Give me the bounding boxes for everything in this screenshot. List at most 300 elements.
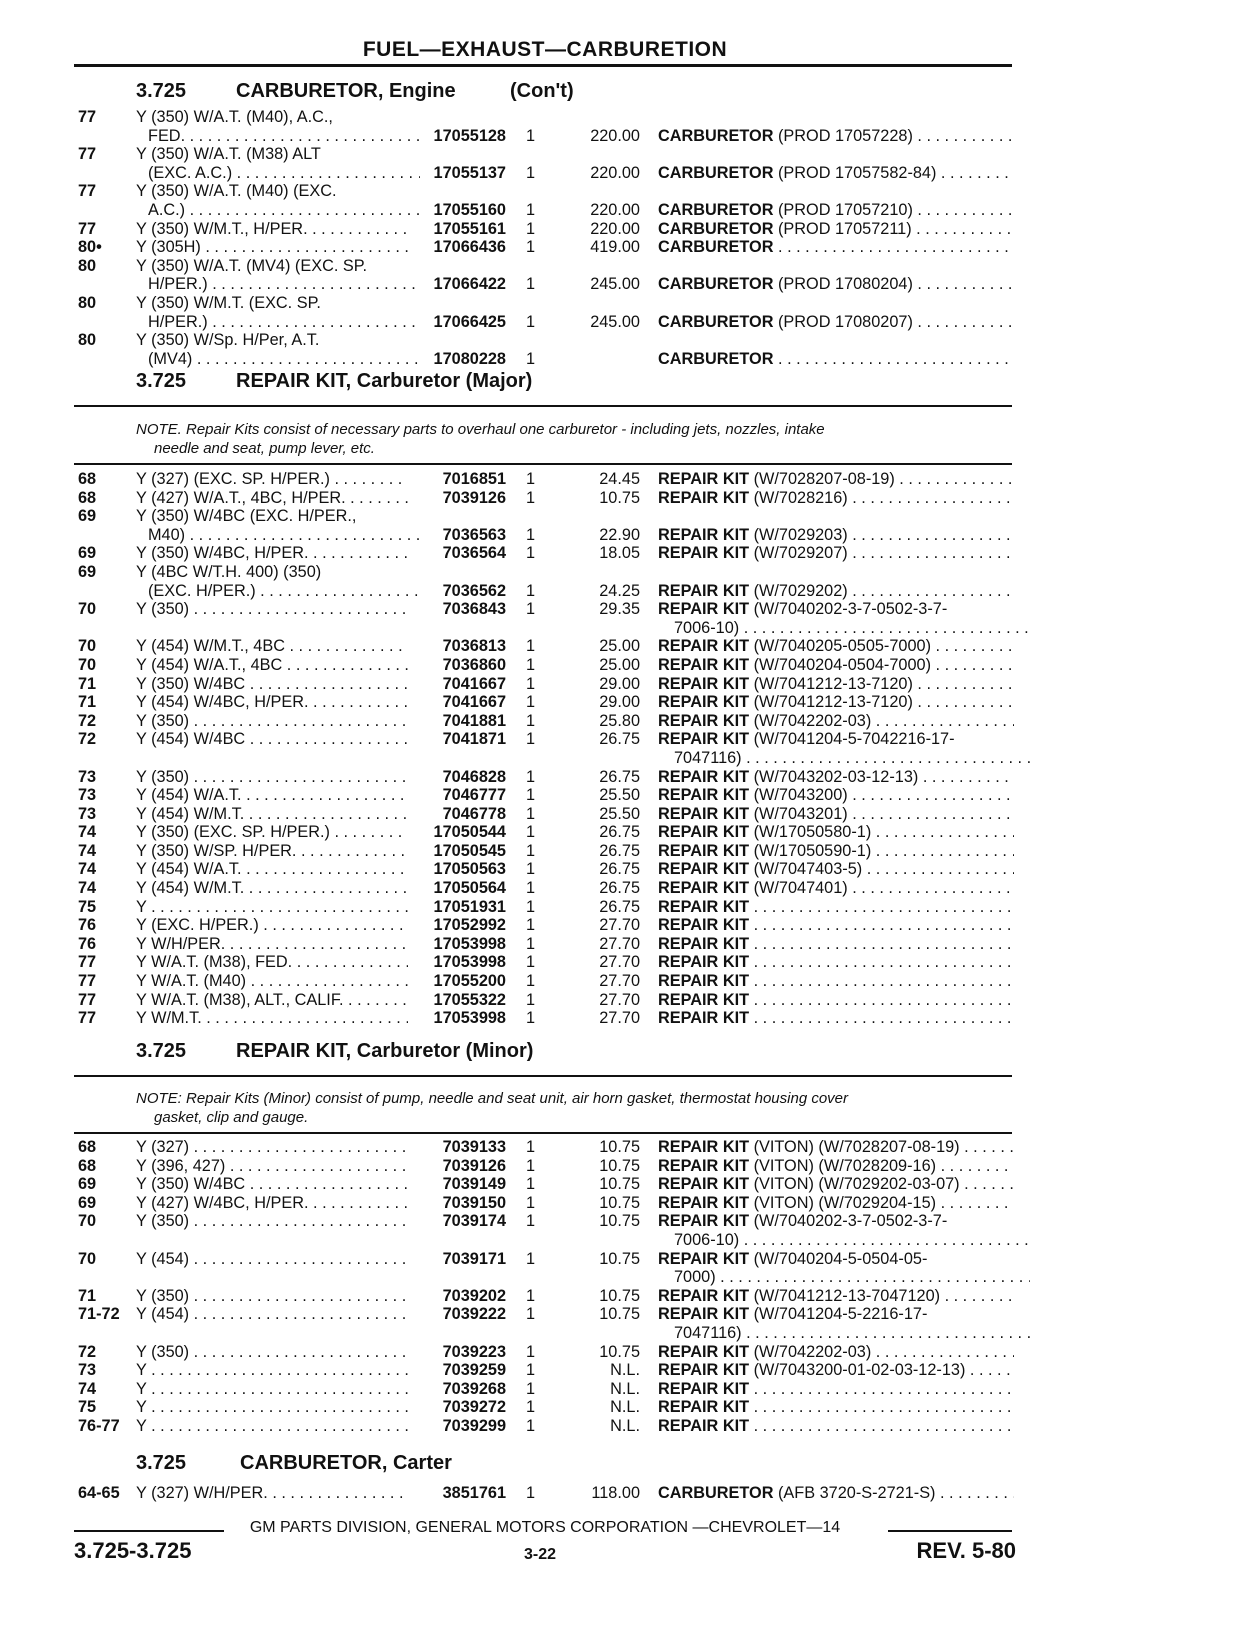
part-description: Y (350) W/Sp. H/Per, A.T. <box>136 331 320 350</box>
part-detail: (W/7041204-5-2216-17- <box>753 1305 928 1324</box>
quantity: 1 <box>526 674 536 693</box>
part-description: A.C.) . . . <box>148 201 420 220</box>
price: 26.75 <box>599 879 640 898</box>
table-row <box>0 331 1248 350</box>
part-description: (MV4) . . . <box>148 350 420 369</box>
part-number: 17051931 <box>433 897 506 916</box>
section-number: 3.725 <box>136 1040 187 1062</box>
part-name <box>658 637 1014 656</box>
table-row-continuation <box>0 1231 1248 1250</box>
table-row <box>0 1175 1248 1194</box>
quantity: 1 <box>526 953 536 972</box>
part-name-label: REPAIR KIT <box>658 879 750 898</box>
table-row <box>0 1361 1248 1380</box>
price: 22.90 <box>599 525 640 544</box>
part-detail: 7047116) <box>674 1323 742 1342</box>
part-detail: (W/7029202) <box>753 581 848 600</box>
part-description: Y (454) W/4BC . . . <box>136 730 408 749</box>
part-name <box>658 470 1014 489</box>
part-description: Y (454) . . . <box>136 1305 408 1324</box>
part-description: Y (350) W/4BC, H/PER. . . . <box>136 544 408 563</box>
part-number: 17055128 <box>433 126 506 145</box>
model-year: 76 <box>78 934 97 953</box>
quantity: 1 <box>526 730 536 749</box>
page-title: FUEL—EXHAUST—CARBURETION <box>362 38 728 61</box>
section-note <box>136 1089 1016 1127</box>
table-row <box>0 1157 1248 1176</box>
footer-page-number: 3-22 <box>524 1546 557 1563</box>
part-name-label: CARBURETOR <box>658 238 774 257</box>
part-name <box>658 1484 1014 1503</box>
part-name <box>658 1417 1014 1436</box>
model-year: 75 <box>78 1398 97 1417</box>
table-row <box>0 1009 1248 1028</box>
note-line: NOTE. Repair Kits consist of necessary parts to overhaul one carburetor - including jets, nozzles, intake <box>136 421 825 438</box>
model-year: 70 <box>78 1249 97 1268</box>
part-name <box>658 1250 1014 1269</box>
model-year: 74 <box>78 1379 97 1398</box>
table-row <box>0 860 1248 879</box>
model-year: 80 <box>78 331 97 350</box>
quantity: 1 <box>526 470 536 488</box>
quantity: 1 <box>526 219 536 238</box>
part-number: 17080228 <box>433 349 506 368</box>
part-detail: (W/7041212-13-7120) <box>753 674 913 693</box>
model-year: 72 <box>78 730 97 749</box>
table-row <box>0 145 1248 164</box>
table-row-continuation <box>0 619 1248 638</box>
part-name-label: REPAIR KIT <box>658 972 750 991</box>
part-description: M40) . . . <box>148 526 420 545</box>
part-name-label: CARBURETOR <box>658 126 774 145</box>
model-year: 75 <box>78 897 97 916</box>
part-name-label: REPAIR KIT <box>658 470 750 488</box>
price: 10.75 <box>599 1193 640 1212</box>
footer-division: GM PARTS DIVISION, GENERAL MOTORS CORPORATION —CHEVROLET—14 <box>249 1519 841 1536</box>
part-description: Y . . . <box>136 1417 408 1436</box>
quantity: 1 <box>526 934 536 953</box>
quantity: 1 <box>526 238 536 257</box>
part-number: 17053998 <box>433 1009 506 1028</box>
part-name-label: REPAIR KIT <box>658 990 750 1009</box>
part-detail: (W/7047403-5) <box>753 860 863 879</box>
section-number: 3.725 <box>136 370 187 392</box>
table-rule <box>74 463 1012 465</box>
table-row <box>0 600 1248 619</box>
part-name <box>674 1324 1030 1343</box>
price: 10.75 <box>599 1286 640 1305</box>
quantity: 1 <box>526 1305 536 1324</box>
part-description: Y . . . <box>136 898 408 917</box>
price: N.L. <box>610 1361 640 1380</box>
part-number: 7039202 <box>442 1286 506 1305</box>
part-description: (EXC. H/PER.) . . . <box>148 582 420 601</box>
table-row <box>0 1398 1248 1417</box>
price: 10.75 <box>599 1212 640 1231</box>
section-number: 3.725 <box>136 80 187 102</box>
part-number: 17055200 <box>433 972 506 991</box>
model-year: 77 <box>78 972 97 991</box>
price: 26.75 <box>599 860 640 879</box>
model-year: 70 <box>78 637 97 656</box>
quantity: 1 <box>526 767 536 786</box>
quantity: 1 <box>526 1342 536 1361</box>
table-row <box>0 182 1248 201</box>
part-detail: 7006-10) <box>674 618 740 637</box>
quantity: 1 <box>526 860 536 879</box>
part-name-label: CARBURETOR <box>658 312 774 331</box>
part-detail: (W/7041204-5-7042216-17- <box>753 730 955 749</box>
part-name-label: CARBURETOR <box>658 275 774 294</box>
part-name-label: REPAIR KIT <box>658 674 750 693</box>
price: N.L. <box>610 1416 640 1435</box>
price: 26.75 <box>599 823 640 842</box>
part-name-label: REPAIR KIT <box>658 1342 750 1361</box>
part-name <box>658 1194 1014 1213</box>
quantity: 1 <box>526 711 536 730</box>
table-row <box>0 805 1248 824</box>
part-number: 7046777 <box>442 786 506 805</box>
section-title: CARBURETOR, Carter <box>240 1452 452 1474</box>
quantity: 1 <box>526 804 536 823</box>
part-name-label: REPAIR KIT <box>658 953 750 972</box>
model-year: 77 <box>78 145 97 164</box>
quantity: 1 <box>526 544 536 563</box>
table-row <box>0 1287 1248 1306</box>
table-row <box>0 108 1248 127</box>
quantity: 1 <box>526 823 536 842</box>
model-year: 69 <box>78 1175 97 1194</box>
part-number: 3851761 <box>442 1484 506 1502</box>
part-name <box>658 127 1014 146</box>
part-description: Y (350) W/A.T. (MV4) (EXC. SP. <box>136 256 368 275</box>
part-number: 7039126 <box>442 488 506 507</box>
part-number: 17066436 <box>433 238 506 257</box>
part-description: Y (396, 427) . . . <box>136 1157 408 1176</box>
price: 10.75 <box>599 1342 640 1361</box>
model-year: 70 <box>78 1212 97 1231</box>
part-description: Y W/M.T. . . . <box>136 1009 408 1028</box>
price: 220.00 <box>590 163 640 182</box>
price: 26.75 <box>599 767 640 786</box>
part-number: 17055161 <box>433 219 506 238</box>
price: 118.00 <box>591 1484 640 1502</box>
model-year: 76-77 <box>78 1416 120 1435</box>
price: 245.00 <box>590 312 640 331</box>
table-row <box>0 693 1248 712</box>
part-name-label: REPAIR KIT <box>658 1212 750 1231</box>
part-name-label: CARBURETOR <box>658 219 774 238</box>
part-name <box>674 1231 1030 1250</box>
price: 27.70 <box>599 934 640 953</box>
part-name-label: REPAIR KIT <box>658 804 750 823</box>
part-name <box>658 842 1014 861</box>
part-number: 17066425 <box>433 312 506 331</box>
part-name-label: CARBURETOR <box>658 200 774 219</box>
table-row <box>0 675 1248 694</box>
part-name <box>658 1380 1014 1399</box>
quantity: 1 <box>526 600 536 619</box>
part-number: 17053998 <box>433 953 506 972</box>
table-row <box>0 898 1248 917</box>
model-year: 74 <box>78 879 97 898</box>
part-description: Y (350) (EXC. SP. H/PER.) . . . <box>136 823 408 842</box>
table-row <box>0 1417 1248 1436</box>
table-row-continuation <box>0 201 1248 220</box>
part-description: Y (350) . . . <box>136 600 408 619</box>
quantity: 1 <box>526 693 536 712</box>
quantity: 1 <box>526 990 536 1009</box>
part-name-label: REPAIR KIT <box>658 1193 750 1212</box>
model-year: 77 <box>78 990 97 1009</box>
part-name <box>658 544 1014 563</box>
quantity: 1 <box>526 488 536 507</box>
table-row <box>0 786 1248 805</box>
table-row <box>0 730 1248 749</box>
part-number: 17050545 <box>433 841 506 860</box>
quantity: 1 <box>526 1286 536 1305</box>
table-row <box>0 1343 1248 1362</box>
price: 220.00 <box>590 126 640 145</box>
price: N.L. <box>610 1398 640 1417</box>
part-name-label: CARBURETOR <box>658 163 774 182</box>
part-detail: (AFB 3720-S-2721-S) <box>778 1484 936 1502</box>
price: 27.70 <box>599 916 640 935</box>
section-rule <box>74 1075 1012 1077</box>
part-name <box>658 275 1014 294</box>
quantity: 1 <box>526 1361 536 1380</box>
table-row-continuation <box>0 582 1248 601</box>
part-name-label: REPAIR KIT <box>658 1416 750 1435</box>
part-number: 7039222 <box>442 1305 506 1324</box>
quantity: 1 <box>526 1193 536 1212</box>
part-name-label: REPAIR KIT <box>658 693 750 712</box>
part-number: 17052992 <box>433 916 506 935</box>
part-name <box>658 1361 1014 1380</box>
part-number: 7036562 <box>442 581 506 600</box>
price: 419.00 <box>590 238 640 257</box>
part-number: 7041881 <box>442 711 506 730</box>
model-year: 68 <box>78 1138 97 1156</box>
section-title: REPAIR KIT, Carburetor (Minor) <box>236 1040 534 1062</box>
table-row <box>0 656 1248 675</box>
part-name <box>658 1212 1014 1231</box>
part-detail: (VITON) (W/7029204-15) <box>753 1193 937 1212</box>
model-year: 74 <box>78 860 97 879</box>
table-row <box>0 220 1248 239</box>
model-year: 69 <box>78 544 97 563</box>
table-row <box>0 294 1248 313</box>
part-number: 17055322 <box>433 990 506 1009</box>
part-detail: (PROD 17057582-84) <box>778 163 937 182</box>
table-row <box>0 916 1248 935</box>
part-name <box>658 786 1014 805</box>
part-detail: (W/7043202-03-12-13) <box>753 767 919 786</box>
part-detail: (W/17050590-1) <box>753 841 872 860</box>
part-description: Y (350) W/M.T., H/PER. . . . <box>136 220 408 239</box>
part-detail: (PROD 17080207) <box>778 312 913 331</box>
table-row-continuation <box>0 164 1248 183</box>
price: 24.45 <box>599 470 640 488</box>
part-detail: (W/17050580-1) <box>753 823 872 842</box>
part-detail: (W/7042202-03) <box>753 1342 872 1361</box>
part-description: Y (350) W/SP. H/PER. . . . <box>136 842 408 861</box>
quantity: 1 <box>526 1175 536 1194</box>
price: 25.00 <box>599 637 640 656</box>
table-row-continuation <box>0 275 1248 294</box>
section-number: 3.725 <box>136 1452 187 1474</box>
part-name <box>658 972 1014 991</box>
part-detail: (W/7042202-03) <box>753 711 872 730</box>
part-description: Y (350) . . . <box>136 768 408 787</box>
part-number: 7041667 <box>442 674 506 693</box>
price: 10.75 <box>599 1249 640 1268</box>
price: 10.75 <box>599 1175 640 1194</box>
part-name-label: REPAIR KIT <box>658 1175 750 1194</box>
quantity: 1 <box>526 841 536 860</box>
part-name <box>658 350 1014 369</box>
part-number: 17053998 <box>433 934 506 953</box>
model-year: 74 <box>78 841 97 860</box>
section-rule <box>74 405 1012 407</box>
part-name-label: REPAIR KIT <box>658 600 750 619</box>
part-name-label: REPAIR KIT <box>658 860 750 879</box>
part-number: 7039299 <box>442 1416 506 1435</box>
part-name <box>658 991 1014 1010</box>
model-year: 77 <box>78 108 97 126</box>
part-description: Y (327) (EXC. SP. H/PER.) . . . <box>136 470 408 489</box>
section-note <box>136 420 1016 458</box>
part-detail: (W/7028207-08-19) <box>753 470 895 488</box>
part-detail: (PROD 17080204) <box>778 275 913 294</box>
quantity: 1 <box>526 1156 536 1175</box>
part-description: Y (427) W/A.T., 4BC, H/PER. . . . <box>136 489 408 508</box>
part-name-label: REPAIR KIT <box>658 1009 750 1028</box>
part-description: Y (327) W/H/PER. . . . <box>136 1484 408 1503</box>
part-name <box>658 1287 1014 1306</box>
part-name <box>658 582 1014 601</box>
part-name <box>658 953 1014 972</box>
part-detail: 7006-10) <box>674 1230 740 1249</box>
part-number: 7039126 <box>442 1156 506 1175</box>
quantity: 1 <box>526 1379 536 1398</box>
model-year: 72 <box>78 1342 97 1361</box>
price: 10.75 <box>599 488 640 507</box>
quantity: 1 <box>526 1138 536 1156</box>
price: 25.00 <box>599 655 640 674</box>
footer-revision: REV. 5-80 <box>916 1538 1016 1563</box>
part-name-label: REPAIR KIT <box>658 1305 750 1324</box>
table-row <box>0 1212 1248 1231</box>
model-year: 68 <box>78 1156 97 1175</box>
part-name <box>658 823 1014 842</box>
part-name <box>658 675 1014 694</box>
part-description: Y (454) W/4BC, H/PER. . . . <box>136 693 408 712</box>
part-name <box>674 1268 1030 1287</box>
part-name <box>658 600 1014 619</box>
part-description: (EXC. A.C.) . . . <box>148 164 420 183</box>
part-detail: (W/7028216) <box>753 488 848 507</box>
part-detail: (W/7029207) <box>753 544 848 563</box>
parts-table <box>0 1138 1248 1436</box>
table-row <box>0 257 1248 276</box>
model-year: 74 <box>78 823 97 842</box>
model-year: 77 <box>78 953 97 972</box>
quantity: 1 <box>526 655 536 674</box>
part-number: 7041667 <box>442 693 506 712</box>
part-description: Y (454) W/A.T., 4BC . . . <box>136 656 408 675</box>
model-year: 73 <box>78 1361 97 1380</box>
part-description: Y W/A.T. (M40) . . . <box>136 972 408 991</box>
part-description: Y . . . <box>136 1398 408 1417</box>
part-number: 7046778 <box>442 804 506 823</box>
price: 25.50 <box>599 804 640 823</box>
part-name <box>658 1157 1014 1176</box>
part-number: 7039150 <box>442 1193 506 1212</box>
part-name-label: REPAIR KIT <box>658 1361 750 1380</box>
table-row <box>0 879 1248 898</box>
part-number: 7041871 <box>442 730 506 749</box>
part-detail: 7047116) <box>674 748 742 767</box>
note-line: needle and seat, pump lever, etc. <box>154 440 375 457</box>
table-row <box>0 470 1248 489</box>
quantity: 1 <box>526 879 536 898</box>
price: 29.00 <box>599 693 640 712</box>
part-name <box>658 526 1014 545</box>
part-name-label: REPAIR KIT <box>658 916 750 935</box>
price: 10.75 <box>599 1138 640 1156</box>
model-year: 69 <box>78 562 97 581</box>
part-name <box>658 1138 1014 1157</box>
title-rule <box>74 64 1012 67</box>
part-name <box>658 489 1014 508</box>
part-name-label: REPAIR KIT <box>658 767 750 786</box>
part-name <box>658 935 1014 954</box>
part-description: Y (327) . . . <box>136 1138 408 1157</box>
part-detail: (W/7040204-5-0504-05- <box>753 1249 928 1268</box>
table-row-continuation <box>0 313 1248 332</box>
table-row-continuation <box>0 350 1248 369</box>
part-description: Y (454) W/M.T. . . . <box>136 879 408 898</box>
table-row <box>0 1250 1248 1269</box>
part-name <box>658 1175 1014 1194</box>
part-name <box>658 1398 1014 1417</box>
table-row <box>0 972 1248 991</box>
part-description: Y (454) W/A.T. . . . <box>136 786 408 805</box>
part-name <box>658 693 1014 712</box>
model-year: 70 <box>78 600 97 619</box>
part-number: 7036860 <box>442 655 506 674</box>
quantity: 1 <box>526 312 536 331</box>
part-description: Y (350) W/4BC . . . <box>136 1175 408 1194</box>
table-rule <box>74 1132 1012 1134</box>
part-name <box>658 1009 1014 1028</box>
part-number: 17050544 <box>433 823 506 842</box>
table-row <box>0 507 1248 526</box>
price: 27.70 <box>599 972 640 991</box>
part-description: Y (4BC W/T.H. 400) (350) <box>136 562 322 581</box>
table-row <box>0 637 1248 656</box>
price: 10.75 <box>599 1156 640 1175</box>
quantity: 1 <box>526 349 536 368</box>
model-year: 80 <box>78 256 97 275</box>
part-number: 7036564 <box>442 544 506 563</box>
model-year: 80 <box>78 293 97 312</box>
part-description: Y (350) W/A.T. (M38) ALT <box>136 145 321 164</box>
part-detail: (VITON) (W/7028209-16) <box>753 1156 937 1175</box>
table-row <box>0 1484 1248 1503</box>
part-number: 7036813 <box>442 637 506 656</box>
